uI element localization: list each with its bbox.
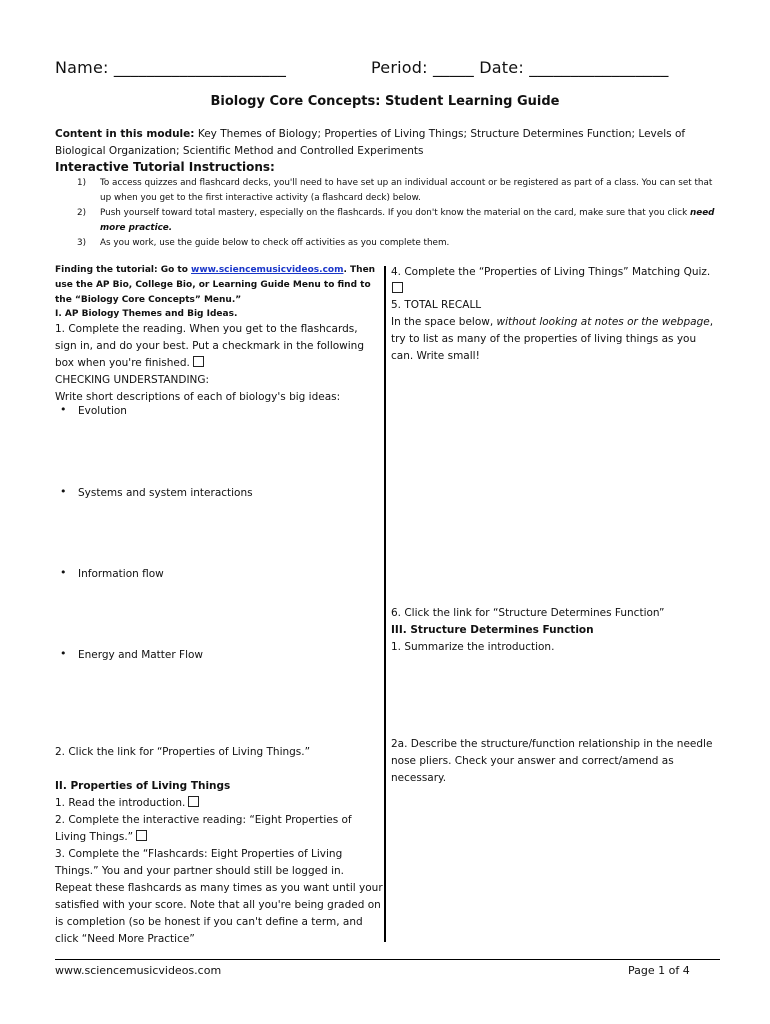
bullet-icon: • [60, 566, 67, 579]
name-field [55, 58, 286, 77]
section-2-heading: II. Properties of Living Things [55, 780, 231, 792]
read-intro: 1. Read the introduction. [55, 795, 199, 812]
flashcards-item: 3. Complete the “Flashcards: Eight Properties of Living Things.” You and your partner should still be logged in. Repeat these flashcards as many times as you want until your satisfied with your score. Note that all you're being graded on is completion (so be honest if you can't define a term, and click “Need More Practice” [55, 848, 383, 945]
content-module [55, 126, 720, 160]
left-item-2: 2. Click the link for “Properties of Living Things.” [55, 746, 311, 758]
big-idea-systems: Systems and system interactions [78, 487, 253, 499]
total-recall-title: 5. TOTAL RECALL [391, 299, 482, 311]
date-label: Date: [479, 58, 524, 77]
big-idea-information: Information flow [78, 568, 164, 580]
period-date-field [371, 58, 669, 77]
instruction-item: 2) Push yourself toward total mastery, especially on the flashcards. If you don't know the material on the card, make sure that you click need more practice. [76, 208, 715, 233]
instruction-item: 3) As you work, use the guide below to check off activities as you complete them. [76, 238, 450, 248]
section-3-heading: III. Structure Determines Function [391, 624, 594, 636]
bullet-icon: • [60, 403, 67, 416]
name-blank: _____________________ [113, 58, 287, 77]
period-label: Period: [371, 58, 428, 77]
need-more-practice-text: need more practice. [100, 208, 715, 233]
instruction-item: 1) To access quizzes and flashcard decks, you'll need to have set up an individual account or be registered as part of a class. You can set that up when you get to the first interactive activity (a flashcard deck) below. [76, 178, 713, 203]
summarize-intro: 1. Summarize the introduction. [391, 641, 555, 653]
checkbox[interactable] [188, 796, 199, 807]
checking-understanding: CHECKING UNDERSTANDING: [55, 374, 210, 386]
right-item-2a: 2a. Describe the structure/function relationship in the needle nose pliers. Check your answer and correct/amend as necessary. [391, 738, 713, 784]
checkbox[interactable] [136, 830, 147, 841]
section-1-heading: I. AP Biology Themes and Big Ideas. [55, 309, 238, 319]
interactive-reading: 2. Complete the interactive reading: “Eight Properties of Living Things.” [55, 814, 352, 843]
content-module-label: Content in this module: [55, 128, 195, 140]
bullet-icon: • [60, 647, 67, 660]
finding-tutorial: Finding the tutorial: Go to www.sciencemusicvideos.com. Then use the AP Bio, College Bio, or Learning Guide Menu to find to the “Biology Core Concepts” Menu.” [55, 265, 376, 305]
big-idea-evolution: Evolution [78, 405, 127, 417]
bullet-icon: • [60, 485, 67, 498]
column-divider [384, 266, 386, 942]
instructions-list [55, 176, 720, 251]
page-number: Page 1 of 4 [628, 964, 690, 977]
total-recall-text: In the space below, without looking at notes or the webpage, try to list as many of the properties of living things as you can. Write small! [391, 316, 714, 362]
checkbox[interactable] [193, 356, 204, 367]
footer-site: www.sciencemusicvideos.com [55, 964, 222, 977]
footer-rule [55, 959, 720, 960]
write-short-descriptions: Write short descriptions of each of biology's big ideas: [55, 391, 341, 403]
instructions-title: Interactive Tutorial Instructions: [55, 160, 275, 174]
left-item-1: 1. Complete the reading. When you get to the flashcards, sign in, and do your best. Put a checkmark in the following box when you're finished. [55, 323, 364, 369]
name-label: Name: [55, 58, 109, 77]
big-idea-energy: Energy and Matter Flow [78, 649, 204, 661]
period-blank: _____ [432, 58, 474, 77]
page-title: Biology Core Concepts: Student Learning Guide [210, 94, 560, 109]
right-item-6: 6. Click the link for “Structure Determines Function” [391, 607, 665, 619]
checkbox[interactable] [392, 282, 403, 293]
content-module-text: Key Themes of Biology; Properties of Living Things; Structure Determines Function; Levels of Biological Organization; Scientific Method and Controlled Experiments [55, 128, 686, 157]
date-blank: _________________ [529, 58, 669, 77]
site-link[interactable]: www.sciencemusicvideos.com [191, 265, 344, 275]
right-item-4: 4. Complete the “Properties of Living Things” Matching Quiz. [391, 264, 721, 298]
